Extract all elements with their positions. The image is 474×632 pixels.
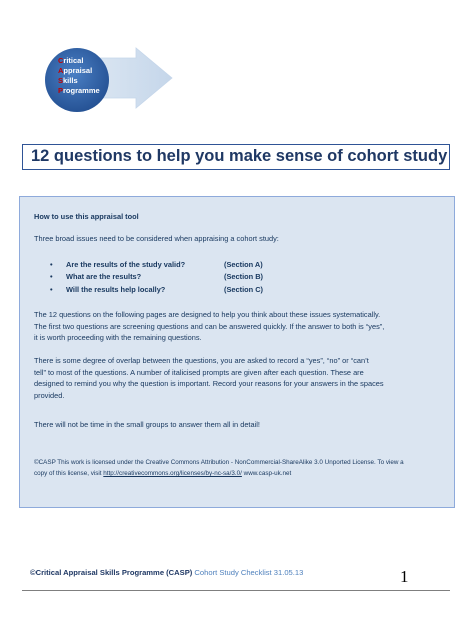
logo-line-critical: Critical [58,56,84,65]
license-notice: ©CASP This work is licensed under the Creative Commons Attribution - NonCommercial-ShareAlike 3.0 Unported License. To view a copy of this license, visit http://creativecommons.org/licenses/by-nc-sa/3.0/ www.casp-uk.net [34,459,404,477]
paragraph-overlap: There is some degree of overlap between the questions, you are asked to record a “yes”, “no” or “can’t tell” to most of the questions. A number of italicised prompts are given after each question. These are designed to remind you why the question is important. Record your reasons for your answers in the spaces provided. [34,356,384,400]
page-title: 12 questions to help you make sense of cohort study [31,147,448,165]
logo-line-skills: Skills [58,76,78,85]
license-link[interactable]: http://creativecommons.org/licenses/by-nc-sa/3.0/ [103,470,242,477]
casp-logo [44,44,174,116]
footer-text: ©Critical Appraisal Skills Programme (CASP) Cohort Study Checklist 31.05.13 [30,568,304,577]
page-number: 1 [400,567,409,586]
paragraph-time-note: There will not be time in the small groups to answer them all in detail! [34,420,260,429]
casp-website: www.casp-uk.net [241,470,292,477]
panel-intro: Three broad issues need to be considered when appraising a cohort study: [34,234,279,243]
appraisal-info-panel: How to use this appraisal tool Three broad issues need to be considered when appraising a cohort study: • Are the results of the study valid? (Section A) • What are the results? (Section B) • Will the results help locally? (Section C) The 12 questions on the following pages are designed to help you think about these issues systematically. The first two questions are screening questions and can be answered quickly. If the answer to both is “yes”, it is worth proceeding with the remaining questions. There is some degree of overlap between the questions, you are asked to record a “yes”, “no” or “can’t tell” to most of the questions. A number of italicised prompts are given after each question. These are designed to remind you why the question is important. Record your reasons for your answers in the spaces provided. There will not be time in the small groups to answer them all in detail! ©CASP This work is licensed under the Creative Commons Attribution - NonCommercial-ShareAlike 3.0 Unported License. To view a copy of this license, visit http://creativecommons.org/licenses/by-nc-sa/3.0/ www.casp-uk.net [19,196,455,508]
logo-line-appraisal: Appraisal [58,66,93,75]
bullet-icon: • [50,284,53,294]
title-box [22,144,450,170]
logo-line-programme: Programme [58,86,100,95]
paragraph-questions: The 12 questions on the following pages are designed to help you think about these issues systematically. The first two questions are screening questions and can be answered quickly. If the answer to both is “yes”, it is worth proceeding with the remaining questions. [34,310,385,343]
footer-divider [22,590,450,591]
bullet-icon: • [50,260,53,269]
logo-text [58,56,100,96]
panel-heading: How to use this appraisal tool [34,212,139,221]
bullet-icon: • [50,272,53,282]
